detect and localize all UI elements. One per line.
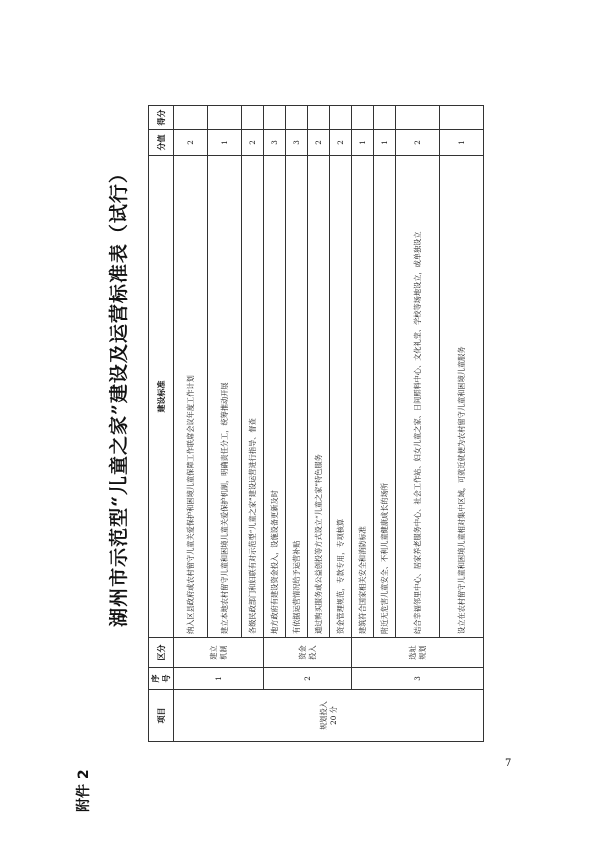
header-project: 项目 bbox=[149, 690, 174, 742]
header-points: 分值 bbox=[149, 130, 174, 156]
standard-cell: 地方政府有建设资金投入，设施设备更新及时 bbox=[264, 156, 286, 638]
header-standard: 建设标准 bbox=[149, 156, 174, 638]
score-cell bbox=[286, 106, 308, 130]
points-cell: 2 bbox=[330, 130, 352, 156]
category-cell: 建立 机制 bbox=[174, 638, 264, 668]
score-cell bbox=[352, 106, 374, 130]
score-cell bbox=[374, 106, 396, 130]
points-cell: 1 bbox=[352, 130, 374, 156]
table-row bbox=[352, 106, 374, 742]
page-number: 7 bbox=[505, 758, 512, 769]
table-row bbox=[174, 106, 208, 742]
table-header-row bbox=[149, 106, 174, 742]
category-cell: 资金 投入 bbox=[264, 638, 352, 668]
score-cell bbox=[308, 106, 330, 130]
points-cell: 2 bbox=[174, 130, 208, 156]
document-title: 湖州市示范型“儿童之家”建设及运营标准表（试行） bbox=[108, 163, 130, 627]
score-cell bbox=[242, 106, 264, 130]
standard-cell: 纳入区县政府或农村留守儿童关爱保护和困境儿童保障工作联席会议年度工作计划 bbox=[174, 156, 208, 638]
points-cell: 3 bbox=[264, 130, 286, 156]
project-group-cell: 规划投入 20 分 bbox=[174, 690, 484, 742]
seq-cell: 1 bbox=[174, 668, 264, 690]
seq-cell: 3 bbox=[352, 668, 484, 690]
standard-cell: 结合幸福邻里中心、居家养老服务中心、社会工作站、妇女儿童之家、日间照料中心、文化礼堂、学校等场地设立，或单独设立 bbox=[396, 156, 440, 638]
standard-cell: 设立在农村留守儿童和困境儿童相对集中区域，可就近就便为农村留守儿童和困境儿童服务 bbox=[440, 156, 484, 638]
attachment-label: 附件 2 bbox=[76, 769, 92, 812]
standard-cell: 各级民政部门和妇联有对示范型“儿童之家”建设运营进行指导、督查 bbox=[242, 156, 264, 638]
standards-table bbox=[148, 105, 484, 742]
points-cell: 1 bbox=[208, 130, 242, 156]
header-seq: 序号 bbox=[149, 668, 174, 690]
standard-cell: 附近无危害儿童安全、不利儿童健康成长的场所 bbox=[374, 156, 396, 638]
table-row bbox=[264, 106, 286, 742]
standard-cell: 有依据运营情况给予运营补贴 bbox=[286, 156, 308, 638]
points-cell: 1 bbox=[440, 130, 484, 156]
header-score: 得分 bbox=[149, 106, 174, 130]
category-cell: 选址 规划 bbox=[352, 638, 484, 668]
points-cell: 2 bbox=[308, 130, 330, 156]
header-category: 区分 bbox=[149, 638, 174, 668]
standard-cell: 建立本地农村留守儿童和困境儿童关爱保护机制，明确责任分工，统筹推动开展 bbox=[208, 156, 242, 638]
points-cell: 2 bbox=[396, 130, 440, 156]
score-cell bbox=[208, 106, 242, 130]
points-cell: 1 bbox=[374, 130, 396, 156]
points-cell: 3 bbox=[286, 130, 308, 156]
score-cell bbox=[396, 106, 440, 130]
standard-cell: 资金管理规范，专款专用，专项核算 bbox=[330, 156, 352, 638]
score-cell bbox=[264, 106, 286, 130]
score-cell bbox=[174, 106, 208, 130]
score-cell bbox=[330, 106, 352, 130]
standard-cell: 建筑符合国家相关安全和消防标准 bbox=[352, 156, 374, 638]
score-cell bbox=[440, 106, 484, 130]
seq-cell: 2 bbox=[264, 668, 352, 690]
standard-cell: 通过购买服务或公益创投等方式设立“儿童之家”特色服务 bbox=[308, 156, 330, 638]
points-cell: 2 bbox=[242, 130, 264, 156]
